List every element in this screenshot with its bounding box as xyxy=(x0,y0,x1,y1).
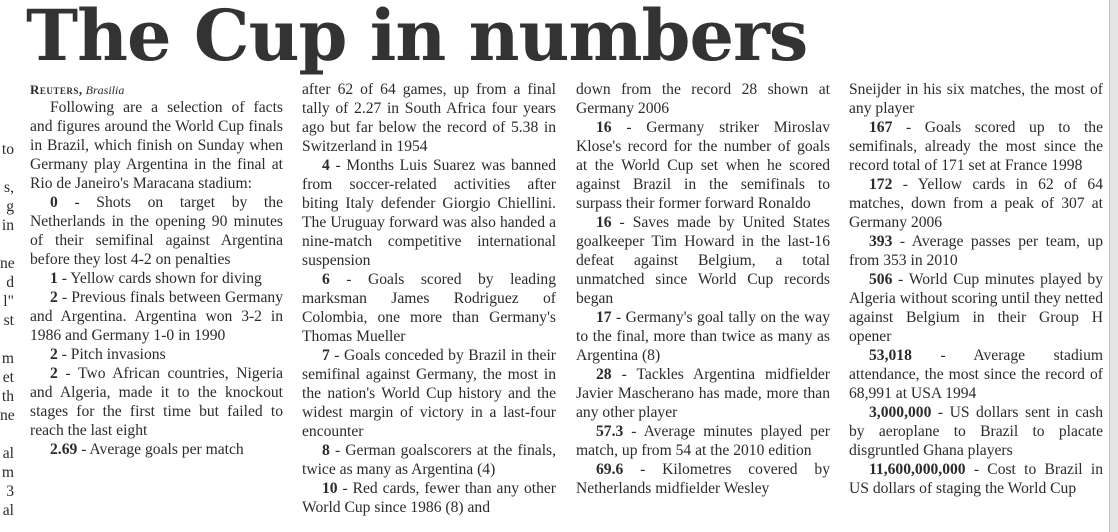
fact-text: after 62 of 64 games, up from a final tally of 2.27 in South Africa four years ago but far below the record of 5.38 in Switzerland in 1954 xyxy=(302,81,556,155)
fact-text: - Saves made by United States goalkeeper Tim Howard in the last-16 defeat against Belgium, a total unmatched since World Cup records began xyxy=(576,214,830,307)
fact-text: - Germany's goal tally on the way to the final, more than twice as many as Argentina (8) xyxy=(576,309,830,364)
fact-number: 57.3 xyxy=(596,423,624,440)
byline-place: Brasilia xyxy=(85,83,125,97)
fact-paragraph xyxy=(30,98,283,193)
fact-number: 3,000,000 xyxy=(869,404,932,421)
fact-paragraph xyxy=(576,460,830,498)
fact-number: 16 xyxy=(596,119,612,136)
fragment-text xyxy=(0,425,16,444)
fact-number: 1 xyxy=(50,270,58,287)
fact-number: 2 xyxy=(50,289,58,306)
fact-text: - Tackles Argentina midfielder Javier Mascherano has made, more than any other player xyxy=(576,366,830,421)
fact-text: - Goals scored by leading marksman James Rodriguez of Colombia, one more than Germany's Thomas Mueller xyxy=(302,271,556,345)
fact-paragraph xyxy=(302,156,556,270)
fact-paragraph xyxy=(30,288,283,345)
fragment-text: ne xyxy=(0,407,15,424)
fact-paragraph xyxy=(302,441,556,479)
fact-number: 4 xyxy=(322,157,330,174)
fact-paragraph xyxy=(30,345,283,364)
fact-paragraph xyxy=(30,193,283,269)
fact-number: 69.6 xyxy=(596,461,624,478)
fact-number: 6 xyxy=(322,271,330,288)
fragment-text: l" xyxy=(3,293,14,310)
fact-number: 172 xyxy=(869,176,893,193)
byline-org: Reuters, xyxy=(30,82,83,97)
fragment-text: d xyxy=(6,274,14,291)
fact-paragraph xyxy=(30,364,283,440)
fragment-text: al xyxy=(2,502,14,519)
fact-paragraph xyxy=(576,422,830,460)
fragment-text: et xyxy=(2,369,14,386)
fact-text: Sneijder in his six matches, the most of any player xyxy=(849,81,1103,117)
fact-paragraph xyxy=(849,346,1103,403)
fact-number: 28 xyxy=(596,366,612,383)
fact-number: 11,600,000,000 xyxy=(869,461,966,478)
fact-text: - Yellow cards in 62 of 64 matches, down from a peak of 307 at Germany 2006 xyxy=(849,176,1103,231)
fragment-text: st xyxy=(3,312,14,329)
fact-paragraph xyxy=(849,270,1103,346)
fact-text: - Cost to Brazil in US dollars of staging the World Cup xyxy=(849,461,1103,497)
fact-paragraph xyxy=(849,80,1103,118)
fact-number: 393 xyxy=(869,233,893,250)
fact-paragraph xyxy=(30,440,283,459)
fact-text: - Goals conceded by Brazil in their semifinal against Germany, the most in the nation's World Cup history and the widest margin of victory in a last-four encounter xyxy=(302,347,556,440)
article-column-4 xyxy=(849,80,1103,530)
fact-text: - Months Luis Suarez was banned from soccer-related activities after biting Italy defender Giorgio Chiellini. The Uruguay forward was also handed a nine-match competitive international suspension xyxy=(302,157,556,269)
fragment-text: in xyxy=(1,217,14,234)
article-column-1 xyxy=(30,82,283,532)
fact-text: - Two African countries, Nigeria and Algeria, made it to the knockout stages for the first time but failed to reach the last eight xyxy=(30,365,283,439)
fact-paragraph xyxy=(849,232,1103,270)
fact-paragraph xyxy=(849,175,1103,232)
fact-paragraph xyxy=(576,308,830,365)
fact-text: - Red cards, fewer than any other World Cup since 1986 (8) and xyxy=(302,480,556,516)
fact-number: 7 xyxy=(322,347,330,364)
fact-number: 16 xyxy=(596,214,612,231)
fact-text: - Average passes per team, up from 353 in 2010 xyxy=(849,233,1103,269)
fragment-text: g xyxy=(6,198,14,215)
fact-text: - Average stadium attendance, the most since the record of 68,991 at USA 1994 xyxy=(849,347,1103,402)
previous-column-fragment xyxy=(0,140,16,532)
fact-number: 2 xyxy=(50,365,58,382)
fact-text: - German goalscorers at the finals, twice as many as Argentina (4) xyxy=(302,442,556,478)
fragment-text xyxy=(0,235,16,254)
fact-number: 10 xyxy=(322,480,338,497)
fact-text: - Shots on target by the Netherlands in the opening 90 minutes of their semifinal against Argentina before they lost 4-2 on penalties xyxy=(30,194,283,268)
fragment-text: m xyxy=(1,350,14,367)
fact-text: - Average goals per match xyxy=(77,441,244,458)
fact-paragraph xyxy=(849,403,1103,460)
fact-paragraph xyxy=(302,80,556,156)
fact-paragraph xyxy=(576,118,830,213)
fact-paragraph xyxy=(576,365,830,422)
fact-text: - Pitch invasions xyxy=(57,346,166,363)
fact-paragraph xyxy=(576,213,830,308)
fact-number: 506 xyxy=(869,271,893,288)
fragment-text: th xyxy=(1,388,14,405)
fact-text: - Yellow cards shown for diving xyxy=(57,270,262,287)
article-column-2 xyxy=(302,80,556,530)
fact-paragraph xyxy=(302,346,556,441)
fact-text: down from the record 28 shown at Germany 2006 xyxy=(576,81,830,117)
fragment-text: s, xyxy=(4,179,14,196)
fact-text: - Average minutes played per match, up from 54 at the 2010 edition xyxy=(576,423,830,459)
fact-number: 167 xyxy=(869,119,893,136)
fact-paragraph xyxy=(849,118,1103,175)
article-column-3 xyxy=(576,80,830,530)
headline: The Cup in numbers xyxy=(26,0,808,77)
fact-number: 2 xyxy=(50,346,58,363)
byline xyxy=(30,82,283,98)
fragment-text: to xyxy=(1,141,14,158)
fact-paragraph xyxy=(302,479,556,517)
fact-number: 53,018 xyxy=(869,347,912,364)
fragment-text: m xyxy=(1,464,14,481)
fragment-text: al xyxy=(2,445,14,462)
fact-text: - Kilometres covered by Netherlands midfielder Wesley xyxy=(576,461,830,497)
fragment-text: ne xyxy=(0,255,15,272)
fact-paragraph xyxy=(30,269,283,288)
fact-text: - US dollars sent in cash by aeroplane to Brazil to placate disgruntled Ghana players xyxy=(849,404,1103,459)
fact-text: - Goals scored up to the semifinals, already the most since the record total of 171 set at France 1998 xyxy=(849,119,1103,174)
fact-paragraph xyxy=(576,80,830,118)
fact-number: 8 xyxy=(322,442,330,459)
page-edge xyxy=(1109,0,1118,532)
fragment-text xyxy=(0,159,16,178)
fact-number: 17 xyxy=(596,309,612,326)
fact-number: 0 xyxy=(50,194,58,211)
fact-text: - Previous finals between Germany and Argentina. Argentina won 3-2 in 1986 and Germany 1-0 in 1990 xyxy=(30,289,283,344)
fact-paragraph xyxy=(302,270,556,346)
fact-paragraph xyxy=(849,460,1103,498)
fact-text: Following are a selection of facts and figures around the World Cup finals in Brazil, which finish on Sunday when Germany play Argentina in the final at Rio de Janeiro's Maracana stadium: xyxy=(30,99,283,192)
fact-text: - Germany striker Miroslav Klose's record for the number of goals at the World Cup set when he scored against Brazil in the semifinals to surpass their former forward Ronaldo xyxy=(576,119,830,212)
fact-text: - World Cup minutes played by Algeria without scoring until they netted against Belgium in their Group H opener xyxy=(849,271,1103,345)
fragment-text xyxy=(0,330,16,349)
fragment-text: 3 xyxy=(6,483,14,500)
fact-number: 2.69 xyxy=(50,441,78,458)
